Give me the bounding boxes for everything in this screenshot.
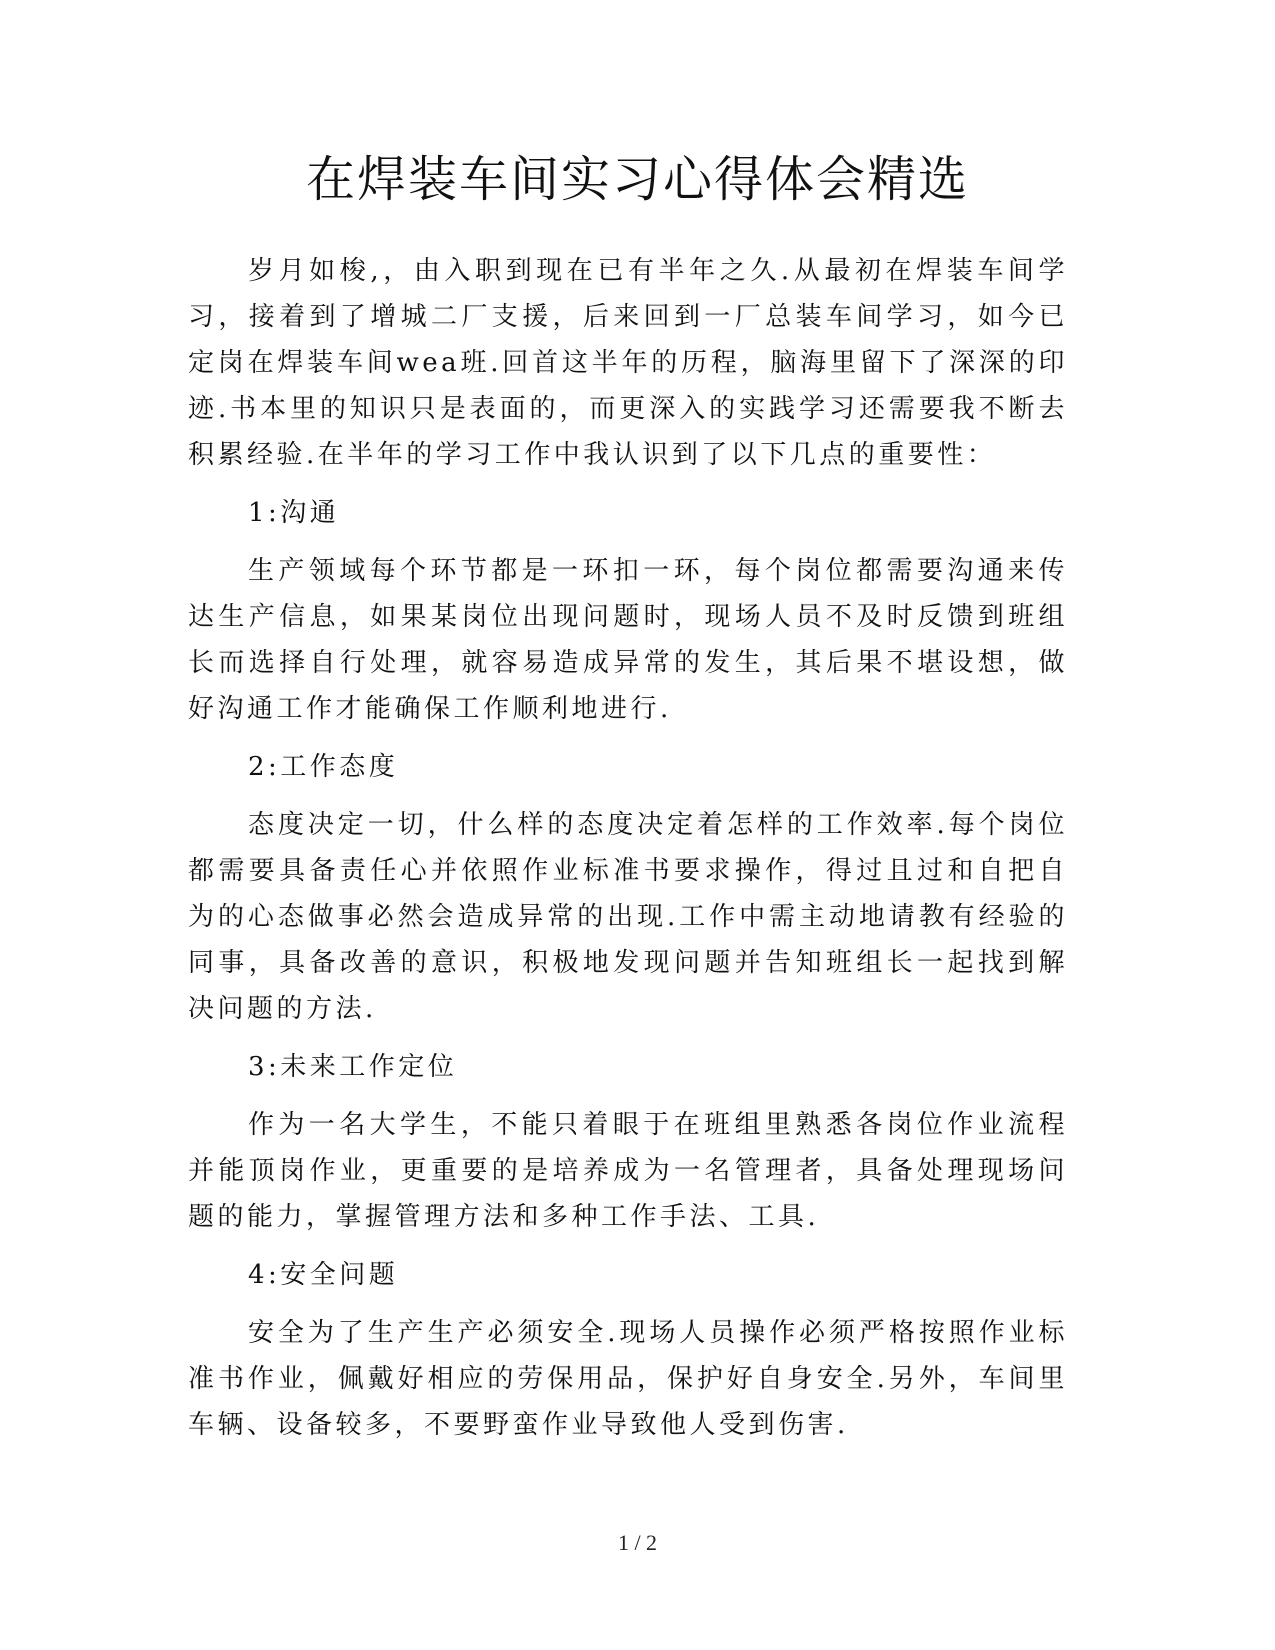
paragraph-safety: 安全为了生产生产必须安全.现场人员操作必须严格按照作业标准书作业，佩戴好相应的劳保用品，保护好自身安全.另外，车间里车辆、设备较多，不要野蛮作业导致他人受到伤害. [188, 1318, 1068, 1440]
page-number: 1 / 2 [617, 1530, 658, 1555]
paragraph-future-position: 作为一名大学生，不能只着眼于在班组里熟悉各岗位作业流程并能顶岗作业，更重要的是培养成为一名管理者，具备处理现场问题的能力，掌握管理方法和多种工作手法、工具. [188, 1110, 1068, 1232]
heading-work-attitude: 2:工作态度 [248, 752, 399, 782]
document-body [188, 248, 1068, 1460]
paragraph-work-attitude: 态度决定一切，什么样的态度决定着怎样的工作效率.每个岗位都需要具备责任心并依照作业标准书要求操作，得过且过和自把自为的心态做事必然会造成异常的出现.工作中需主动地请教有经验的同事，具备改善的意识，积极地发现问题并告知班组长一起找到解决问题的方法. [188, 810, 1068, 1024]
paragraph-communication: 生产领域每个环节都是一环扣一环，每个岗位都需要沟通来传达生产信息，如果某岗位出现问题时，现场人员不及时反馈到班组长而选择自行处理，就容易造成异常的发生，其后果不堪设想，做好沟通工作才能确保工作顺利地进行. [188, 556, 1068, 724]
heading-safety: 4:安全问题 [248, 1260, 399, 1290]
heading-communication: 1:沟通 [248, 498, 340, 528]
paragraph-intro: 岁月如梭,，由入职到现在已有半年之久.从最初在焊装车间学习，接着到了增城二厂支援，后来回到一厂总装车间学习，如今已定岗在焊装车间wea班.回首这半年的历程，脑海里留下了深深的印迹.书本里的知识只是表面的，而更深入的实践学习还需要我不断去积累经验.在半年的学习工作中我认识到了以下几点的重要性： [188, 256, 1068, 470]
document-title: 在焊装车间实习心得体会精选 [305, 151, 969, 208]
heading-future-position: 3:未来工作定位 [248, 1052, 458, 1082]
